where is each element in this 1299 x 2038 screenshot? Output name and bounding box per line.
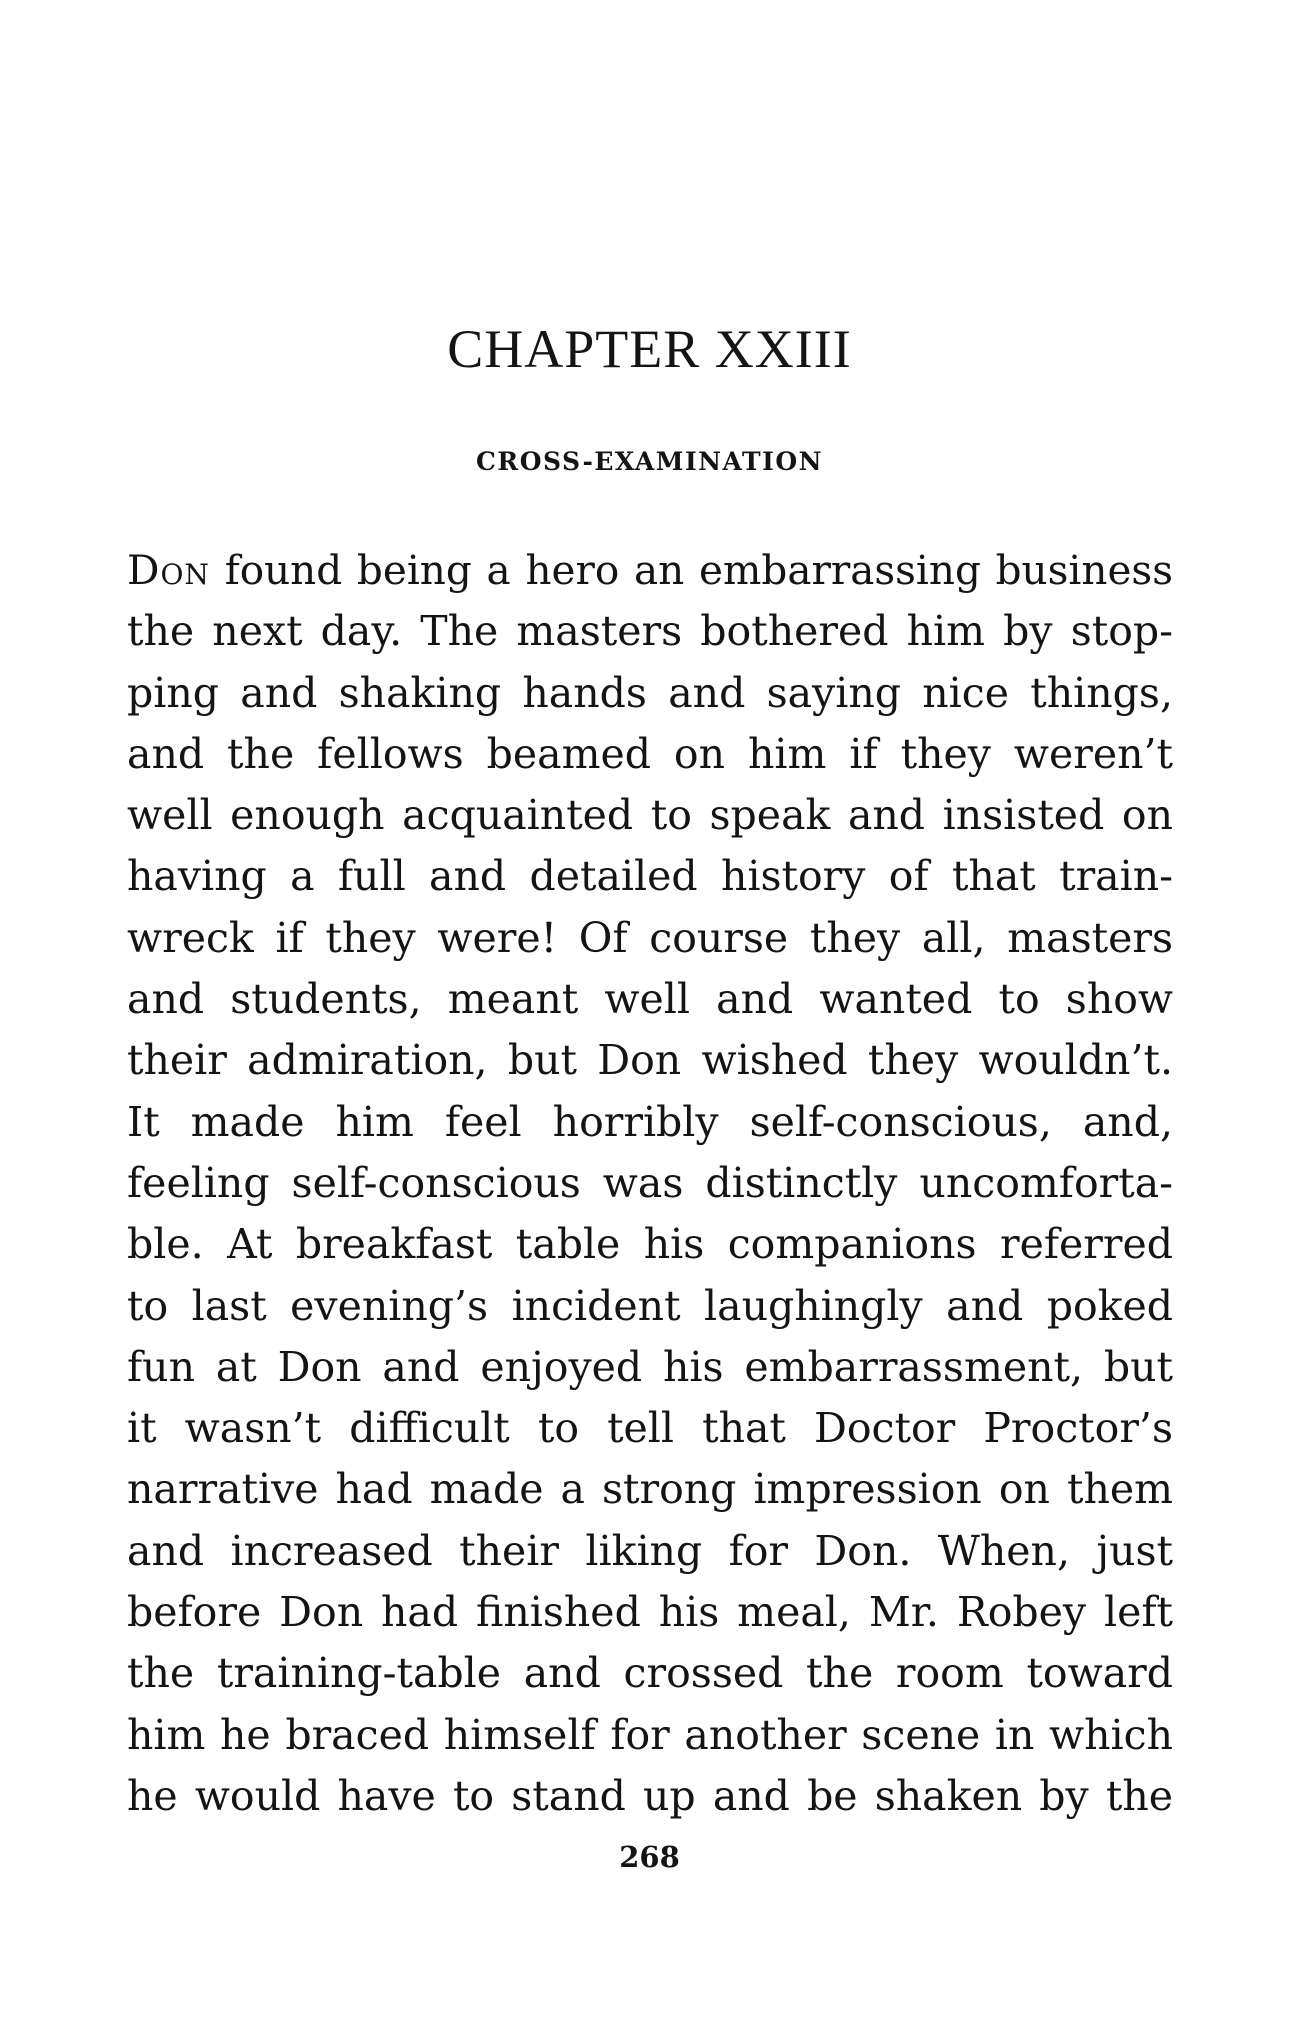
text-line: well enough acquainted to speak and insisted on [127, 791, 1173, 840]
text-line: ble. At breakfast table his companions referred [127, 1220, 1173, 1269]
text-line: he would have to stand up and be shaken by the [127, 1771, 1173, 1820]
text-line: having a full and detailed history of that train- [127, 852, 1173, 901]
text-line: wreck if they were! Of course they all, masters [127, 913, 1173, 962]
text-line: him he braced himself for another scene in which [127, 1710, 1173, 1759]
first-line-text: found being a hero an embarrassing business [209, 546, 1173, 594]
text-line: their admiration, but Don wished they wouldn’t. [127, 1036, 1173, 1085]
text-line: and students, meant well and wanted to show [127, 975, 1173, 1024]
chapter-title: CHAPTER XXIII [447, 319, 852, 379]
page-number: 268 [619, 1840, 680, 1874]
text-line: feeling self-conscious was distinctly uncomforta- [127, 1158, 1173, 1207]
text-line: the training-table and crossed the room toward [127, 1649, 1173, 1698]
body-text [127, 540, 1173, 1827]
text-line: and increased their liking for Don. When, just [127, 1526, 1173, 1575]
chapter-subtitle: CROSS-EXAMINATION [476, 447, 823, 476]
text-line: It made him feel horribly self-conscious, and, [127, 1097, 1173, 1146]
text-line: it wasn’t difficult to tell that Doctor Proctor’s [127, 1404, 1173, 1453]
text-line: fun at Don and enjoyed his embarrassment, but [127, 1342, 1173, 1391]
text-line: before Don had finished his meal, Mr. Robey left [127, 1588, 1173, 1637]
text-line: narrative had made a strong impression on them [127, 1465, 1173, 1514]
text-line: the next day. The masters bothered him by stop- [127, 607, 1173, 656]
text-line: to last evening’s incident laughingly and poked [127, 1281, 1173, 1330]
drop-word: Don [127, 546, 210, 594]
text-line: ping and shaking hands and saying nice things, [127, 668, 1173, 717]
text-line [127, 540, 1173, 601]
text-line: and the fellows beamed on him if they weren’t [127, 729, 1173, 778]
